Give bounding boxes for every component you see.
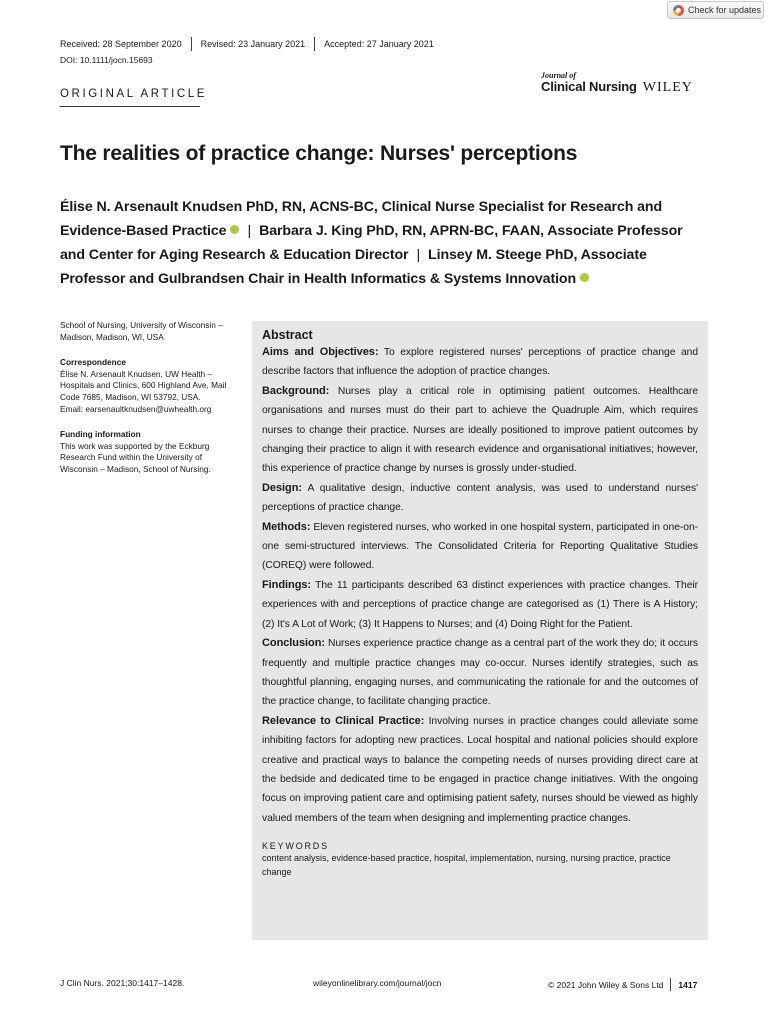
- orcid-icon[interactable]: [580, 273, 589, 282]
- author-affiliation-text: Linsey M. Steege PhD, Associate: [428, 247, 647, 263]
- affiliation: School of Nursing, University of Wisconsin – Madison, Madison, WI, USA: [60, 320, 223, 342]
- abstract-section-text: Eleven registered nurses, who worked in one hospital system, participated in one-on-one semi-structured interviews. The Consolidated Criteria for Reporting Qualitative Studies (COREQ) were followed.: [262, 521, 698, 572]
- author-line: [60, 267, 720, 291]
- author-affiliation-text: and Center for Aging Research & Education Director: [60, 247, 409, 263]
- author-affiliation-text: Barbara J. King PhD, RN, APRN-BC, FAAN, Associate Professor: [259, 223, 683, 239]
- abstract-section: [262, 634, 698, 712]
- crossmark-icon: [673, 5, 684, 16]
- article-type-underline: [60, 106, 200, 107]
- journal-url[interactable]: wileyonlinelibrary.com/journal/jocn: [313, 978, 442, 988]
- abstract-section: [262, 712, 698, 828]
- abstract-section-text: The 11 participants described 63 distinct experiences with practice changes. Their experiences with and perceptions of practice change are categorised as (1) There is A History; (2) It's A Lot of Work; (3) It Happens to Nurses; and (4) Doing Right for the Patient.: [262, 579, 698, 630]
- abstract-section-label: Design:: [262, 481, 302, 494]
- sidebar-info: [60, 320, 242, 476]
- publisher-logo: WILEY: [642, 80, 693, 95]
- received-date: Received: 28 September 2020: [60, 39, 182, 49]
- abstract-section-label: Methods:: [262, 520, 311, 533]
- correspondence-heading: Correspondence: [60, 357, 126, 368]
- journal-of-label: Journal of: [541, 71, 576, 80]
- check-for-updates-label: Check for updates: [688, 5, 762, 15]
- copyright: © 2021 John Wiley & Sons Ltd: [548, 979, 664, 990]
- citation: J Clin Nurs. 2021;30:1417–1428.: [60, 978, 185, 988]
- page-number: 1417: [678, 979, 698, 990]
- divider: [670, 978, 671, 991]
- author-list: [60, 195, 720, 291]
- author-line: Élise N. Arsenault Knudsen PhD, RN, ACNS-BC, Clinical Nurse Specialist for Research and: [60, 199, 663, 215]
- divider: [191, 37, 192, 51]
- article-type: ORIGINAL ARTICLE: [60, 88, 208, 100]
- abstract-section-label: Findings:: [262, 578, 312, 591]
- abstract-heading: Abstract: [262, 328, 313, 342]
- abstract-section: [262, 576, 698, 634]
- funding-text: This work was supported by the Eckburg Research Fund within the University of Wisconsin – Madison, School of Nursing.: [60, 440, 211, 474]
- journal-logo: [541, 71, 711, 96]
- author-affiliation-text: Evidence-Based Practice: [60, 223, 227, 239]
- abstract-section-label: Relevance to Clinical Practice:: [262, 714, 425, 727]
- doi[interactable]: DOI: 10.1111/jocn.15693: [60, 55, 153, 65]
- article-dates: [60, 37, 434, 51]
- orcid-icon[interactable]: [230, 225, 239, 234]
- accepted-date: Accepted: 27 January 2021: [324, 39, 434, 49]
- check-for-updates-button[interactable]: [667, 1, 764, 19]
- revised-date: Revised: 23 January 2021: [200, 39, 306, 49]
- author-line: [60, 219, 720, 243]
- abstract-section-label: Background:: [262, 384, 330, 397]
- abstract-section-text: Nurses play a critical role in optimising patient outcomes. Healthcare organisations and nurses must do their part to achieve the Quadruple Aim, which requires nurses to change their practice. Nurses are ideally positioned to improve patient outcomes by changing their practice to align it with research evidence and organisational initiatives; however, this experience of practice change by nurses is grossly under-studied.: [262, 385, 698, 475]
- abstract-box: [252, 321, 708, 940]
- correspondence-address: Élise N. Arsenault Knudsen, UW Health – Hospitals and Clinics, 600 Highland Ave, Mail Code 7685, Madison, WI 53792, USA.: [60, 368, 227, 402]
- abstract-section: [262, 343, 698, 382]
- author-separator: |: [247, 223, 252, 239]
- abstract-section-text: Nurses experience practice change as a central part of the work they do; it occurs frequently and multiple practice changes may co-occur. Nurses identify strategies, such as thoughtful planning, engaging nurses, and communicating the rationale for and the outcomes of the practice change, to facilitate changing practice.: [262, 638, 699, 708]
- author-affiliation-text: Professor and Gulbrandsen Chair in Health Informatics & Systems Innovation: [60, 271, 577, 287]
- abstract-section: [262, 518, 698, 576]
- abstract-section-text: To explore registered nurses' perceptions of practice change and describe factors that influence the adoption of practice changes.: [262, 347, 699, 378]
- divider: [314, 37, 315, 51]
- abstract-section-text: Involving nurses in practice changes could alleviate some inhibiting factors for adopting new practices. Local hospital and national policies should explore creative and practical ways to balance the competing needs of nurses providing direct care at the bedside and dedicated time to be engaged in practice change initiatives. With the ongoing focus on improving patient care and optimising patient safety, nurses should be viewed as highly valued members of the team when designing and implementing practice changes.: [262, 715, 699, 824]
- abstract-section-text: A qualitative design, inductive content analysis, was used to understand nurses' perceptions of practice change.: [262, 482, 698, 514]
- author-separator: |: [416, 247, 421, 263]
- abstract-section-label: Aims and Objectives:: [262, 346, 379, 358]
- journal-name: Clinical Nursing: [541, 79, 637, 94]
- keywords-list: content analysis, evidence-based practice, hospital, implementation, nursing, nursing practice, practice change: [262, 853, 671, 877]
- abstract-section: [262, 479, 698, 518]
- footer-right: [548, 978, 697, 991]
- keywords-heading: KEYWORDS: [262, 841, 329, 852]
- abstract-section-label: Conclusion:: [262, 637, 326, 650]
- abstract-section: [262, 382, 698, 479]
- author-line: [60, 243, 720, 267]
- correspondence-email[interactable]: Email: earsenaultknudsen@uwhealth.org: [60, 403, 212, 414]
- funding-heading: Funding information: [60, 429, 141, 440]
- article-title: The realities of practice change: Nurses' perceptions: [60, 142, 578, 165]
